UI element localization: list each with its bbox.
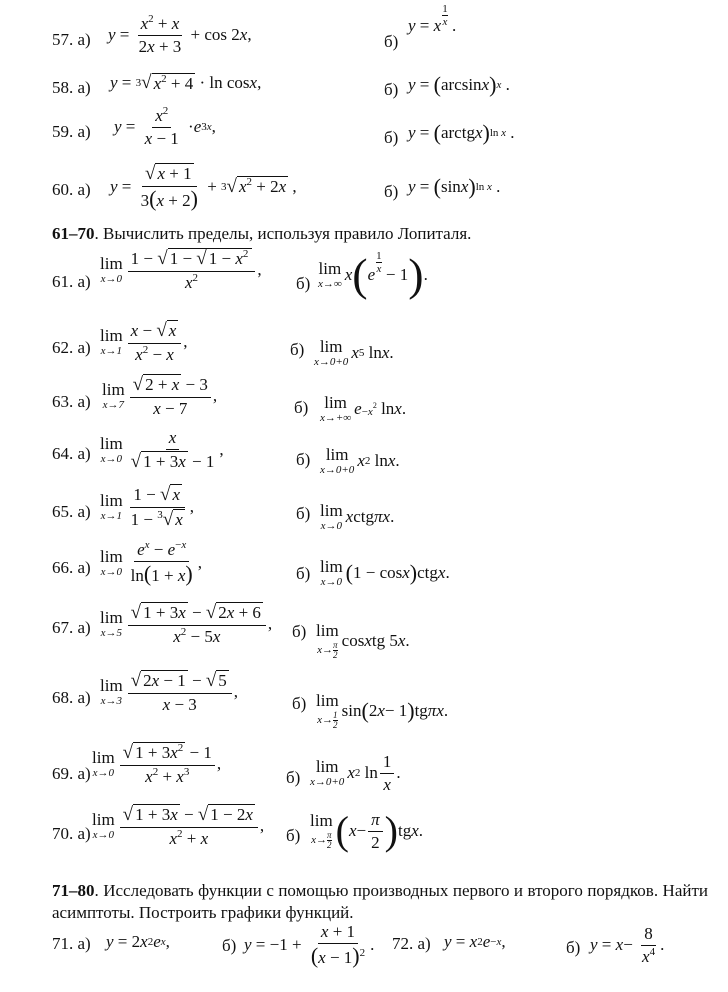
problem-58b-label: б)	[384, 80, 399, 99]
section-range: 61–70	[52, 224, 95, 243]
problem-70b-label: б)	[286, 826, 301, 845]
problem-58a-label: 58. а)	[52, 78, 91, 97]
problem-65b-label: б)	[296, 504, 311, 523]
problem-62a-label: 62. а)	[52, 338, 91, 357]
problem-69b-formula: lim x→0+0 x 2 ln $\frac{1}{x}$ .	[310, 752, 401, 794]
problem-64b-formula: lim x→0+0 x 2 ln x .	[320, 445, 400, 476]
problem-66b-formula: lim x→0 ( 1 − cos x ) ctg x .	[320, 557, 450, 588]
problem-72a-formula: y = x 2 e −x ,	[444, 932, 506, 951]
problem-57b-label: б)	[384, 32, 399, 51]
problem-62b-label: б)	[290, 340, 305, 359]
section-heading-71-80	[52, 880, 708, 924]
problem-69a-label: 69. а)	[52, 764, 91, 783]
problem-59b-formula: y = ( arctg x ) ln x .	[408, 120, 515, 145]
problem-60a-formula: y = $\frac{√ x + 1}{3(x + 2)}$ + 3 √ $x^2 + 2x$ ,	[110, 163, 297, 211]
problem-62b-formula: lim x→0+0 x 5 ln x .	[314, 337, 394, 368]
problem-64b-label: б)	[296, 450, 311, 469]
problem-64a-formula: lim x→0 $\frac{x}{√ 1 + 3x - 1}$ ,	[100, 428, 224, 472]
problem-71a-formula: y = 2 x 2 e x ,	[106, 932, 170, 951]
problem-58b-formula: y = ( arcsin x ) x .	[408, 72, 510, 97]
problem-63a-label: 63. а)	[52, 392, 91, 411]
problem-59a-formula: y = $\frac{x^2}{x - 1}$ · e 3x ,	[114, 105, 216, 148]
problem-66a-formula: lim x→0 $\frac{e^x - e^{-x}}{\ln(1 + x)}$ ,	[100, 539, 202, 586]
problem-69a-formula: lim x→0 $\frac{√ 1 + 3x^2 - 1}{x^2 + x^3}$ ,	[92, 742, 222, 786]
problem-61b-label: б)	[296, 274, 311, 293]
problem-62a-formula: lim x→1 $\frac{x - √ x}{x^2 - x}$ ,	[100, 320, 188, 364]
problem-59a-label: 59. а)	[52, 122, 91, 141]
problem-71b-label: б)	[222, 936, 237, 955]
problem-60a-label: 60. а)	[52, 180, 91, 199]
problem-57a-label: 57. а)	[52, 30, 91, 49]
section-text: . Исследовать функции с помощью производных первого и второго порядков. Найти асимптоты. Построить графики функций.	[52, 881, 708, 923]
problem-66a-label: 66. а)	[52, 558, 91, 577]
problem-63a-formula: lim x→7 $\frac{√ 2 + x - 3}{x - 7}$ ,	[102, 374, 218, 418]
problem-69b-label: б)	[286, 768, 301, 787]
problem-68b-label: б)	[292, 694, 307, 713]
problem-58a-formula: y = 3 √ $x^2 + 4$ · ln cos x ,	[110, 72, 262, 93]
section-heading-61-70	[52, 224, 471, 244]
problem-61a-label: 61. а)	[52, 272, 91, 291]
problem-64a-label: 64. а)	[52, 444, 91, 463]
problem-67b-label: б)	[292, 622, 307, 641]
problem-68a-formula: lim x→3 $\frac{√ 2x - 1 - √ 5}{x - 3}$ ,	[100, 670, 239, 714]
problem-67b-formula: lim x→ $\frac{\pi}{2}$ cos x tg 5 x .	[316, 621, 410, 660]
problem-57b-formula: y = x 1 x .	[408, 2, 457, 35]
problem-60b-formula: y = ( sin x ) ln x .	[408, 174, 501, 199]
section-text: . Вычислить пределы, используя правило Лопиталя.	[94, 224, 472, 243]
problem-67a-label: 67. а)	[52, 618, 91, 637]
problem-72b-formula: y = x − $\frac{8}{x^4}$ .	[590, 924, 665, 966]
problem-72b-label: б)	[566, 938, 581, 957]
problem-65b-formula: lim x→0 x ctg πx .	[320, 501, 395, 532]
problem-70a-label: 70. а)	[52, 824, 91, 843]
problem-61b-formula: lim x→∞ x ( e 1 x − 1 ) .	[318, 249, 428, 300]
problem-70a-formula: lim x→0 $\frac{√ 1 + 3x - √ 1 - 2x}{x^2 + x}$ ,	[92, 804, 265, 848]
problem-60b-label: б)	[384, 182, 399, 201]
problem-65a-formula: lim x→1 $\frac{1 - √ x}{1 - ^3√ x}$ ,	[100, 484, 194, 530]
problem-63b-formula: lim x→+∞ e $-x^2$ ln x .	[320, 393, 407, 424]
problem-57a-formula: y = $\frac{x^2 + x}{2x + 3}$ + cos 2 x ,	[108, 13, 252, 56]
problem-72a-label: 72. а)	[392, 934, 431, 953]
problem-61a-formula: lim x→0 $\frac{1 - √ 1 - √ 1 - x^2}{x^2}$ ,	[100, 248, 262, 292]
problem-71a-label: 71. а)	[52, 934, 91, 953]
problem-71b-formula: y = −1 + $\frac{x + 1}{(x - 1)^2}$ .	[244, 922, 375, 968]
problem-68b-formula: lim x→ $\frac{1}{2}$ sin ( 2 x − 1 ) tg πx .	[316, 691, 449, 730]
problem-59b-label: б)	[384, 128, 399, 147]
problem-66b-label: б)	[296, 564, 311, 583]
problem-65a-label: 65. а)	[52, 502, 91, 521]
section-range: 71–80	[52, 881, 95, 900]
problem-68a-label: 68. а)	[52, 688, 91, 707]
problem-67a-formula: lim x→5 $\frac{√ 1 + 3x - √ 2x + 6}{x^2 - 5x}$ ,	[100, 602, 273, 646]
problem-63b-label: б)	[294, 398, 309, 417]
problem-70b-formula: lim x→ $\frac{\pi}{2}$ ( x − $\frac{\pi}{2}$ ) tg x .	[310, 808, 424, 854]
